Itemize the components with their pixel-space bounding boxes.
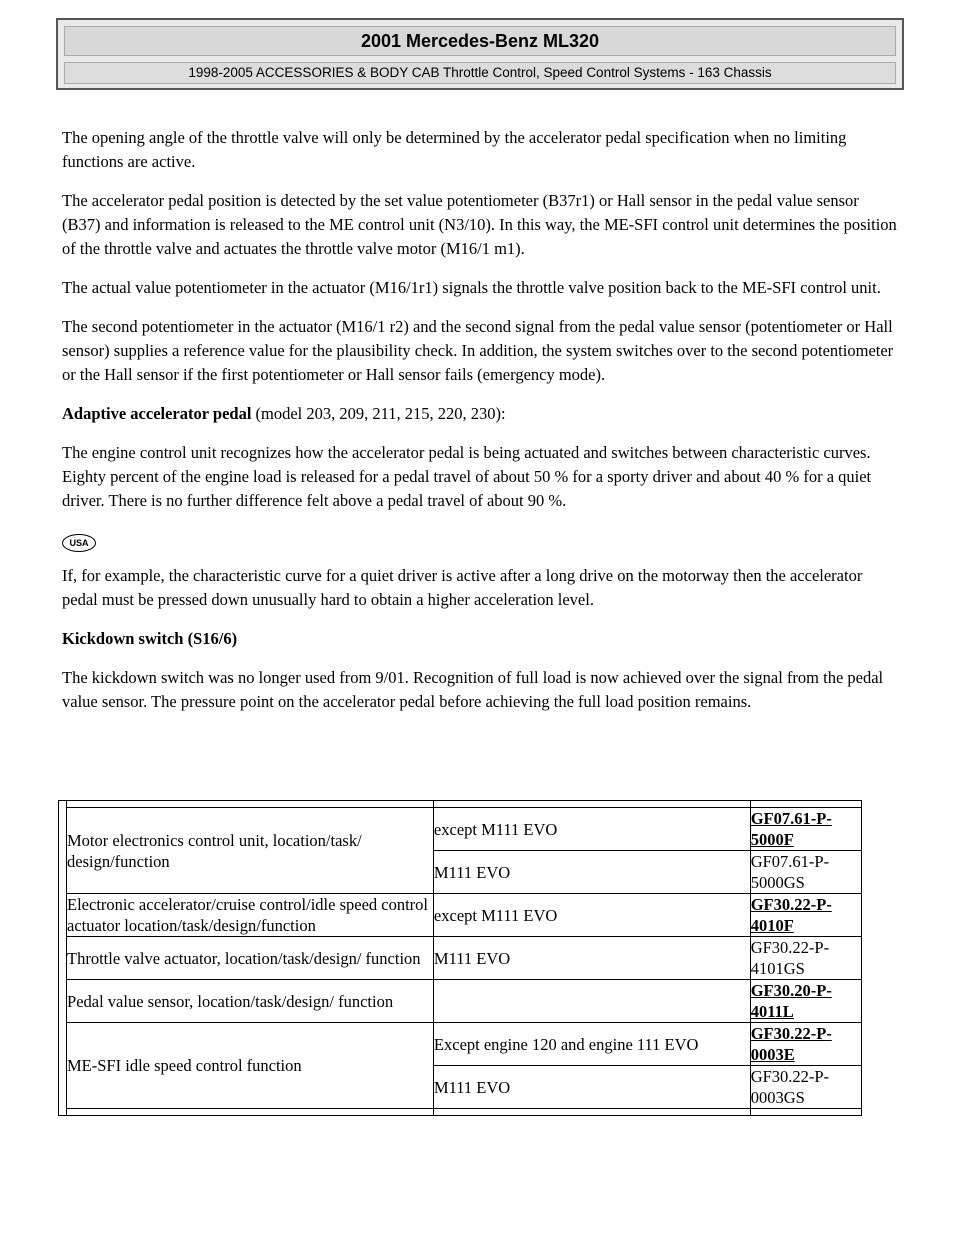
row1-description: Motor electronics control unit, location/task/ design/function <box>67 808 434 894</box>
paragraph-throttle-angle: The opening angle of the throttle valve will only be determined by the accelerator pedal specification when no limiting functions are active. <box>62 128 847 171</box>
paragraph-adaptive-pedal <box>62 402 898 426</box>
row4-condition <box>433 980 750 1023</box>
row1-condition-b: M111 EVO <box>433 851 750 894</box>
row1-code-b: GF07.61-P-5000GS <box>750 851 861 894</box>
table-bottom-pad <box>59 1109 862 1116</box>
document-body <box>62 126 898 729</box>
table-row <box>59 1023 862 1066</box>
adaptive-pedal-heading: Adaptive accelerator pedal <box>62 404 252 423</box>
paragraph-actual-value: The actual value potentiometer in the actuator (M16/1r1) signals the throttle valve position back to the ME-SFI control unit. <box>62 278 881 297</box>
row3-code: GF30.22-P-4101GS <box>750 937 861 980</box>
adaptive-pedal-models: (model 203, 209, 211, 215, 220, 230): <box>251 404 506 423</box>
kickdown-heading-text: Kickdown switch (S16/6) <box>62 629 238 648</box>
table-row <box>59 894 862 937</box>
table-row <box>59 808 862 851</box>
row5-description: ME-SFI idle speed control function <box>67 1023 434 1109</box>
paragraph-kickdown: The kickdown switch was no longer used from 9/01. Recognition of full load is now achieved over the signal from the pedal value sensor. The pressure point on the accelerator pedal before achieving the full load position remains. <box>62 668 884 711</box>
header-subtitle: 1998-2005 ACCESSORIES & BODY CAB Throttle Control, Speed Control Systems - 163 Chassis <box>64 62 896 84</box>
usa-badge-icon: USA <box>62 534 96 552</box>
row2-code-link[interactable]: GF30.22-P-4010F <box>750 895 832 935</box>
paragraph-second-potentiometer: The second potentiometer in the actuator (M16/1 r2) and the second signal from the pedal value sensor (potentiometer or Hall sensor) supplies a reference value for the plausibility check. In addition, the system switches over to the second potentiometer or the Hall sensor if the first potentiometer or Hall sensor fails (emergency mode). <box>62 317 894 384</box>
kickdown-heading <box>62 627 898 651</box>
row2-description: Electronic accelerator/cruise control/idle speed control actuator location/task/design/function <box>67 894 434 937</box>
row5-condition-b: M111 EVO <box>433 1066 750 1109</box>
row4-code-link[interactable]: GF30.20-P-4011L <box>750 981 832 1021</box>
paragraph-quiet-driver: If, for example, the characteristic curve for a quiet driver is active after a long drive on the motorway then the accelerator pedal must be pressed down unusually hard to obtain a higher acceleration level. <box>62 566 863 609</box>
document-header <box>56 18 904 90</box>
row3-condition: M111 EVO <box>433 937 750 980</box>
reference-table <box>58 800 862 1116</box>
row5-condition-a: Except engine 120 and engine 111 EVO <box>433 1023 750 1066</box>
table-row <box>59 980 862 1023</box>
row3-description: Throttle valve actuator, location/task/design/ function <box>67 937 434 980</box>
table-left-gutter <box>59 801 67 1116</box>
row5-code-a-link[interactable]: GF30.22-P-0003E <box>750 1024 832 1064</box>
row1-code-a-link[interactable]: GF07.61-P-5000F <box>750 809 832 849</box>
row2-condition: except M111 EVO <box>433 894 750 937</box>
table-top-pad <box>59 801 862 808</box>
paragraph-engine-control: The engine control unit recognizes how the accelerator pedal is being actuated and switches between characteristic curves. Eighty percent of the engine load is released for a pedal travel of about 50 % for a sporty driver and about 40 % for a quiet driver. There is no further difference felt above a pedal travel of about 90 %. <box>62 443 872 510</box>
row5-code-b: GF30.22-P-0003GS <box>750 1066 861 1109</box>
table-row <box>59 937 862 980</box>
paragraph-pedal-position: The accelerator pedal position is detected by the set value potentiometer (B37r1) or Hall sensor in the pedal value sensor (B37) and information is released to the ME control unit (N3/10). In this way, the ME-SFI control unit determines the position of the throttle valve and actuates the throttle valve motor (M16/1 m1). <box>62 191 897 258</box>
row4-description: Pedal value sensor, location/task/design/ function <box>67 980 434 1023</box>
header-title: 2001 Mercedes-Benz ML320 <box>64 26 896 56</box>
row1-condition-a: except M111 EVO <box>433 808 750 851</box>
